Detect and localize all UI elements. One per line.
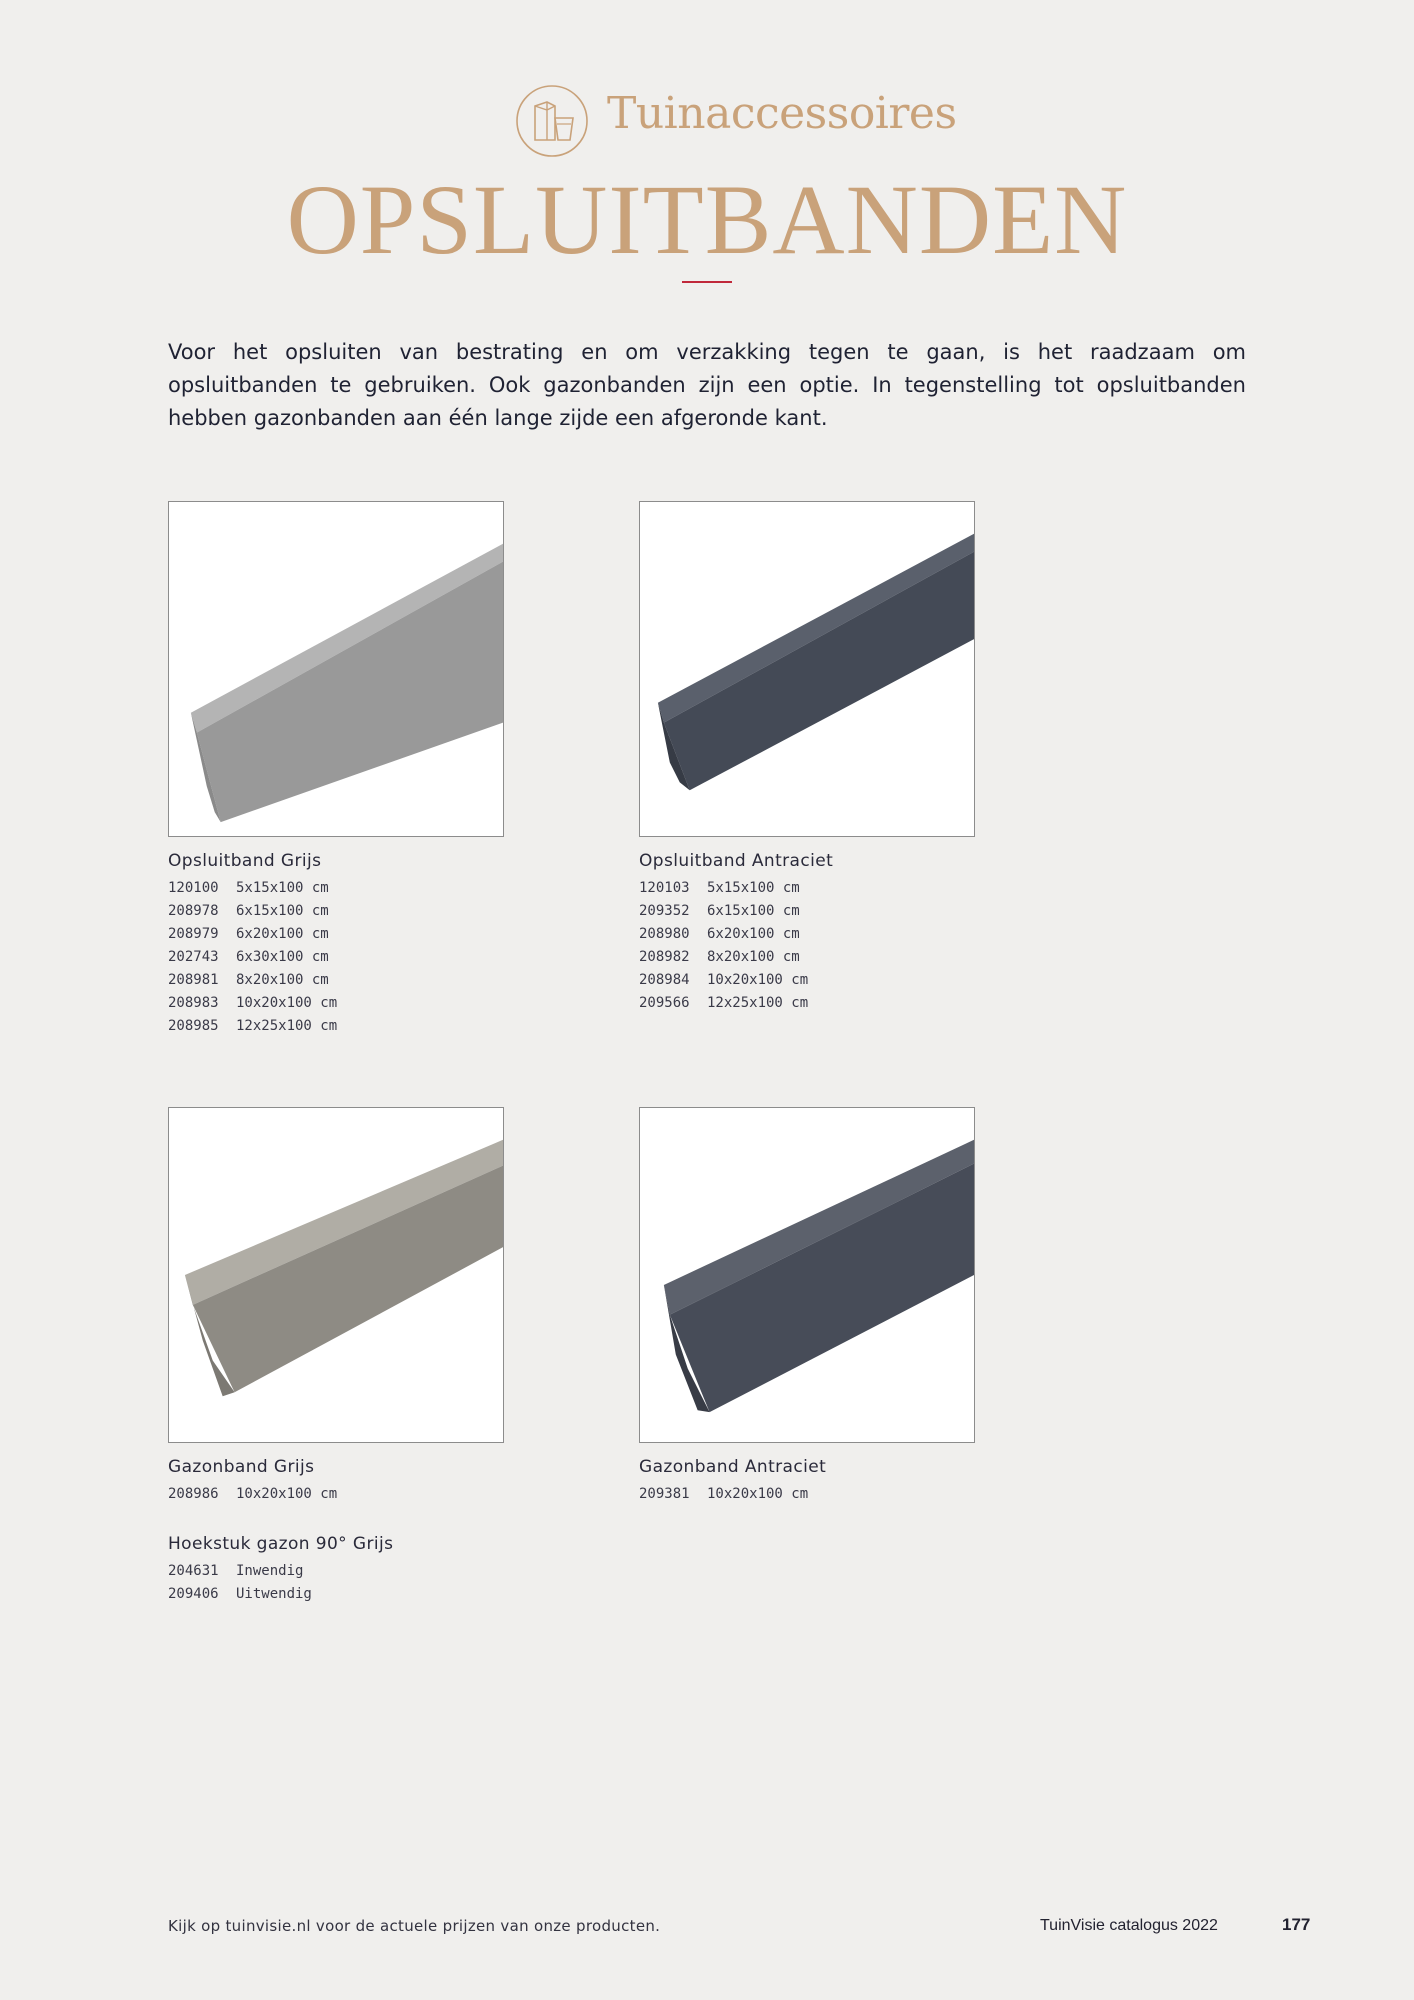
spec-list <box>639 1483 975 1506</box>
spec-row: 208979 6x20x100 cm <box>168 926 329 942</box>
page-number: 177 <box>1282 1915 1311 1934</box>
spec-row: 208980 6x20x100 cm <box>639 926 800 942</box>
spec-row: 120100 5x15x100 cm <box>168 880 329 896</box>
footer-brand: TuinVisie catalogus 2022 <box>1040 1917 1218 1934</box>
spec-list <box>168 1560 393 1606</box>
product-photo-opsluitband-antraciet <box>639 501 975 837</box>
spec-list <box>639 877 975 1015</box>
spec-row: 208983 10x20x100 cm <box>168 995 338 1011</box>
spec-row: 209381 10x20x100 cm <box>639 1486 809 1502</box>
spec-row: 208981 8x20x100 cm <box>168 972 329 988</box>
spec-row: 208982 8x20x100 cm <box>639 949 800 965</box>
spec-list <box>168 877 504 1038</box>
product-card <box>639 1107 975 1506</box>
spec-row: 208985 12x25x100 cm <box>168 1018 338 1034</box>
product-photo-opsluitband-grijs <box>168 501 504 837</box>
spec-row: 209352 6x15x100 cm <box>639 903 800 919</box>
spec-row: 208984 10x20x100 cm <box>639 972 809 988</box>
product-name: Gazonband Antraciet <box>639 1457 827 1477</box>
spec-row: 208986 10x20x100 cm <box>168 1486 338 1502</box>
spec-row: 208978 6x15x100 cm <box>168 903 329 919</box>
spec-row: 209406 Uitwendig <box>168 1586 312 1602</box>
product-card <box>168 1534 393 1606</box>
spec-row: 204631 Inwendig <box>168 1563 304 1579</box>
spec-row: 209566 12x25x100 cm <box>639 995 809 1011</box>
product-name: Gazonband Grijs <box>168 1457 315 1477</box>
page-title: OPSLUITBANDEN <box>286 164 1128 275</box>
footer-note: Kijk op tuinvisie.nl voor de actuele prijzen van onze producten. <box>168 1917 661 1935</box>
garden-accessories-icon <box>515 84 589 158</box>
spec-row: 202743 6x30x100 cm <box>168 949 329 965</box>
section-name: Tuinaccessoires <box>607 88 957 139</box>
product-photo-gazonband-grijs <box>168 1107 504 1443</box>
product-card <box>168 1107 504 1506</box>
product-photo-gazonband-antraciet <box>639 1107 975 1443</box>
product-card <box>168 501 504 1038</box>
product-name: Opsluitband Grijs <box>168 851 322 871</box>
product-card <box>639 501 975 1015</box>
spec-list <box>168 1483 504 1506</box>
spec-row: 120103 5x15x100 cm <box>639 880 800 896</box>
intro-paragraph: Voor het opsluiten van bestrating en om verzakking tegen te gaan, is het raadzaam om opsluitbanden te gebruiken. Ook gazonbanden zijn een optie. In tegenstelling tot opsluitbanden hebben gazonbanden aan één lange zijde een afgeronde kant. <box>168 340 1246 430</box>
product-name: Hoekstuk gazon 90° Grijs <box>168 1534 394 1554</box>
title-divider <box>682 281 732 283</box>
product-name: Opsluitband Antraciet <box>639 851 834 871</box>
